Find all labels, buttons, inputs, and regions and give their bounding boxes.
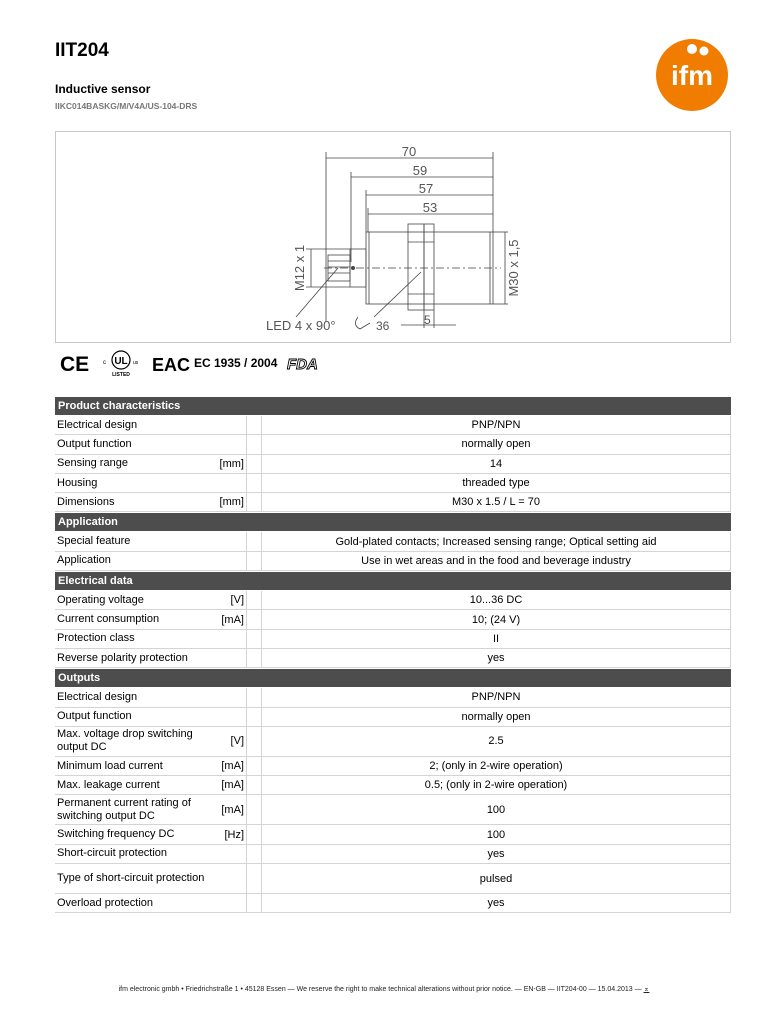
spec-unit: [mm] bbox=[212, 493, 247, 511]
spec-value: threaded type bbox=[261, 474, 731, 492]
svg-text:CE: CE bbox=[60, 353, 90, 376]
spec-value: yes bbox=[261, 845, 731, 863]
product-subtitle: Inductive sensor bbox=[55, 82, 151, 96]
spec-value: PNP/NPN bbox=[261, 416, 731, 434]
spec-gap bbox=[247, 532, 261, 550]
spec-gap bbox=[247, 825, 261, 843]
spec-unit bbox=[212, 435, 247, 453]
spec-unit bbox=[212, 649, 247, 667]
spec-unit bbox=[212, 894, 247, 912]
spec-unit bbox=[212, 708, 247, 726]
certification-marks bbox=[60, 348, 327, 378]
spec-label: Application bbox=[57, 554, 111, 567]
page-title: IIT204 bbox=[55, 40, 109, 61]
ce-mark-icon bbox=[60, 352, 90, 374]
spec-unit bbox=[212, 845, 247, 863]
article-code: IIKC014BASKG/M/V4A/US-104-DRS bbox=[55, 101, 198, 111]
dim-70-label: 70 bbox=[401, 144, 417, 159]
wrench-size-label: 36 bbox=[376, 319, 390, 333]
svg-text:FDA: FDA bbox=[287, 356, 319, 373]
spec-unit bbox=[212, 474, 247, 492]
spec-value: M30 x 1.5 / L = 70 bbox=[261, 493, 731, 511]
spec-label: Switching frequency DC bbox=[57, 828, 175, 841]
spec-unit: [mm] bbox=[212, 455, 247, 473]
spec-row bbox=[55, 435, 731, 454]
spec-label: Dimensions bbox=[57, 495, 115, 508]
spec-unit bbox=[212, 630, 247, 648]
spec-label: Output function bbox=[57, 710, 132, 723]
spec-label: Minimum load current bbox=[57, 759, 163, 772]
spec-row bbox=[55, 864, 731, 894]
specification-table bbox=[55, 396, 731, 913]
spec-label: Housing bbox=[57, 476, 98, 489]
ifm-logo bbox=[655, 39, 729, 111]
spec-row bbox=[55, 649, 731, 668]
spec-row bbox=[55, 757, 731, 776]
spec-gap bbox=[247, 708, 261, 726]
section-header: Product characteristics bbox=[55, 397, 731, 415]
spec-gap bbox=[247, 864, 261, 893]
svg-text:us: us bbox=[133, 360, 139, 366]
spec-gap bbox=[247, 727, 261, 756]
svg-text:EAC: EAC bbox=[152, 355, 191, 375]
spec-gap bbox=[247, 757, 261, 775]
spec-value: normally open bbox=[261, 708, 731, 726]
spec-label: Max. leakage current bbox=[57, 778, 160, 791]
spec-value: yes bbox=[261, 649, 731, 667]
spec-unit: [V] bbox=[212, 591, 247, 609]
spec-row bbox=[55, 776, 731, 795]
spec-unit bbox=[212, 864, 247, 893]
spec-gap bbox=[247, 776, 261, 794]
spec-gap bbox=[247, 455, 261, 473]
dim-53-label: 53 bbox=[422, 200, 438, 215]
spec-gap bbox=[247, 552, 261, 570]
spec-label: Operating voltage bbox=[57, 593, 144, 606]
fda-mark-icon bbox=[287, 352, 327, 374]
spec-row bbox=[55, 727, 731, 757]
spec-value: 14 bbox=[261, 455, 731, 473]
spec-gap bbox=[247, 435, 261, 453]
eac-mark-icon bbox=[152, 352, 191, 375]
spec-unit: [mA] bbox=[212, 610, 247, 628]
spec-gap bbox=[247, 894, 261, 912]
spec-unit bbox=[212, 416, 247, 434]
spec-value: 100 bbox=[261, 825, 731, 843]
ul-listed-icon bbox=[100, 349, 142, 377]
spec-unit: [V] bbox=[212, 727, 247, 756]
section-header: Electrical data bbox=[55, 572, 731, 590]
led-label: LED 4 x 90° bbox=[266, 318, 336, 333]
spec-value: 2; (only in 2-wire operation) bbox=[261, 757, 731, 775]
spec-row bbox=[55, 532, 731, 551]
dim-57-label: 57 bbox=[418, 181, 434, 196]
spec-label: Electrical design bbox=[57, 418, 138, 431]
spec-unit bbox=[212, 552, 247, 570]
spec-gap bbox=[247, 591, 261, 609]
spec-label: Max. voltage drop switching output DC bbox=[57, 728, 193, 754]
spec-row bbox=[55, 552, 731, 571]
spec-label: Special feature bbox=[57, 535, 131, 548]
page-footer bbox=[0, 985, 768, 993]
thread-left-label: M12 x 1 bbox=[292, 244, 307, 292]
svg-text:UL: UL bbox=[114, 356, 128, 367]
dim-59-label: 59 bbox=[412, 163, 428, 178]
spec-unit: [mA] bbox=[212, 757, 247, 775]
spec-gap bbox=[247, 845, 261, 863]
dimension-drawing bbox=[55, 131, 731, 343]
spec-row bbox=[55, 825, 731, 844]
spec-value: yes bbox=[261, 894, 731, 912]
spec-value: 2.5 bbox=[261, 727, 731, 756]
spec-gap bbox=[247, 416, 261, 434]
spec-value: 10...36 DC bbox=[261, 591, 731, 609]
spec-row bbox=[55, 474, 731, 493]
spec-row bbox=[55, 455, 731, 474]
ec-regulation-label: EC 1935 / 2004 bbox=[194, 356, 278, 370]
sensor-drawing-svg bbox=[56, 132, 732, 344]
spec-label: Electrical design bbox=[57, 690, 138, 703]
spec-row bbox=[55, 845, 731, 864]
spec-value: 10; (24 V) bbox=[261, 610, 731, 628]
spec-unit bbox=[212, 532, 247, 550]
spec-unit: [mA] bbox=[212, 776, 247, 794]
svg-text:LISTED: LISTED bbox=[112, 372, 130, 378]
spec-row bbox=[55, 630, 731, 649]
spec-row bbox=[55, 795, 731, 825]
footer-text: ifm electronic gmbh • Friedrichstraße 1 • 45128 Essen — We reserve the right to make technical alterations without prior notice. — EN-GB — IIT204-00 — 15.04.2013 — bbox=[118, 986, 642, 993]
section-header: Application bbox=[55, 513, 731, 531]
spec-gap bbox=[247, 688, 261, 706]
spec-label: Protection class bbox=[57, 632, 135, 645]
spec-value: II bbox=[261, 630, 731, 648]
spec-value: 0.5; (only in 2-wire operation) bbox=[261, 776, 731, 794]
spec-gap bbox=[247, 610, 261, 628]
spec-row bbox=[55, 416, 731, 435]
spec-gap bbox=[247, 474, 261, 492]
spec-row bbox=[55, 493, 731, 512]
spec-unit bbox=[212, 688, 247, 706]
page-break-icon: ⌅ bbox=[643, 986, 650, 993]
spec-row bbox=[55, 610, 731, 629]
spec-value: normally open bbox=[261, 435, 731, 453]
spec-value: PNP/NPN bbox=[261, 688, 731, 706]
spec-label: Overload protection bbox=[57, 896, 153, 909]
logo-text: ifm bbox=[671, 60, 713, 91]
spec-gap bbox=[247, 649, 261, 667]
spec-row bbox=[55, 688, 731, 707]
spec-row bbox=[55, 591, 731, 610]
spec-value: Use in wet areas and in the food and beverage industry bbox=[261, 552, 731, 570]
spec-label: Current consumption bbox=[57, 613, 160, 626]
spec-label: Short-circuit protection bbox=[57, 847, 168, 860]
spec-gap bbox=[247, 795, 261, 824]
spec-gap bbox=[247, 493, 261, 511]
spec-row bbox=[55, 708, 731, 727]
spec-label: Type of short-circuit protection bbox=[57, 872, 205, 885]
spec-label: Permanent current rating of switching output DC bbox=[57, 796, 191, 822]
spec-unit: [Hz] bbox=[212, 825, 247, 843]
nut-width-label: 5 bbox=[424, 313, 431, 327]
section-header: Outputs bbox=[55, 669, 731, 687]
spec-value: 100 bbox=[261, 795, 731, 824]
spec-label: Output function bbox=[57, 437, 132, 450]
spec-label: Sensing range bbox=[57, 457, 128, 470]
spec-label: Reverse polarity protection bbox=[57, 651, 188, 664]
spec-value: Gold-plated contacts; Increased sensing range; Optical setting aid bbox=[261, 532, 731, 550]
svg-text:c: c bbox=[103, 360, 106, 366]
thread-right-label: M30 x 1,5 bbox=[506, 239, 521, 297]
spec-gap bbox=[247, 630, 261, 648]
spec-unit: [mA] bbox=[212, 795, 247, 824]
spec-value: pulsed bbox=[261, 864, 731, 893]
spec-row bbox=[55, 894, 731, 913]
